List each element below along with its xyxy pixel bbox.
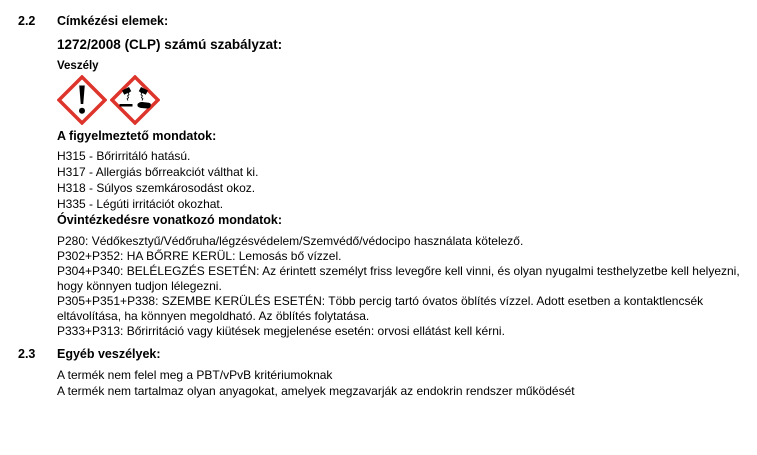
precautionary-statement-p305-p351-p338: P305+P351+P338: SZEMBE KERÜLÉS ESETÉN: Több percig tartó óvatos öblítés vízzel. Adott esetben a kontaktlencsék eltávolítása, ha könnyen megoldható. Az öblítés folytatása. (57, 294, 704, 323)
hazard-statement-h335: H335 - Légúti irritációt okozhat. (57, 197, 224, 211)
section-2-3-number: 2.3 (18, 347, 36, 361)
clp-regulation-heading: 1272/2008 (CLP) számú szabályzat: (57, 37, 283, 52)
ghs-pictogram-row (57, 75, 747, 125)
hazard-statements-list (57, 148, 747, 212)
precautionary-statement-p304-p340: P304+P340: BELÉLEGZÉS ESETÉN: Az érintett személyt friss levegőre kell vinni, és olyan nyugalmi testhelyzetbe kell helyezni, hogy könnyen tudjon lélegezni. (57, 264, 740, 293)
section-2-2-number: 2.2 (18, 14, 36, 28)
section-2-2-content (57, 37, 747, 339)
other-hazards-line-pbt: A termék nem felel meg a PBT/vPvB kritériumoknak (57, 368, 333, 382)
section-2-3-heading (0, 347, 757, 361)
ghs05-diamond-border (112, 77, 158, 123)
section-2-3-content (57, 368, 747, 399)
hazard-statements-heading: A figyelmeztető mondatok: (57, 129, 217, 143)
precautionary-statements-list (57, 234, 747, 339)
ghs05-corrosion-icon (110, 75, 160, 125)
precautionary-statement-p333-p313: P333+P313: Bőrirritáció vagy kiütések megjelenése esetén: orvosi ellátást kell kérni. (57, 324, 505, 338)
signal-word: Veszély (57, 60, 99, 72)
hazard-statement-h318: H318 - Súlyos szemkárosodást okoz. (57, 181, 256, 195)
section-2-2-title: Címkézési elemek: (57, 14, 169, 28)
hazard-statement-h315: H315 - Bőrirritáló hatású. (57, 149, 191, 163)
other-hazards-list (57, 368, 747, 399)
other-hazards-line-endocrine: A termék nem tartalmaz olyan anyagokat, amelyek megzavarják az endokrin rendszer működését (57, 383, 575, 398)
precautionary-statement-p302-p352: P302+P352: HA BŐRRE KERÜL: Lemosás bő vízzel. (57, 249, 342, 263)
hazard-statement-h317: H317 - Allergiás bőrreakciót válthat ki. (57, 165, 259, 179)
precautionary-statements-heading: Óvintézkedésre vonatkozó mondatok: (57, 213, 283, 227)
section-2-2-heading (0, 0, 757, 28)
ghs07-exclamation-dot (79, 108, 85, 114)
precautionary-statement-p280: P280: Védőkesztyű/Védőruha/légzésvédelem/Szemvédő/védocipo használata kötelező. (57, 234, 524, 248)
ghs07-exclamation-mark-icon (57, 75, 107, 125)
section-2-3-title: Egyéb veszélyek: (57, 347, 161, 361)
